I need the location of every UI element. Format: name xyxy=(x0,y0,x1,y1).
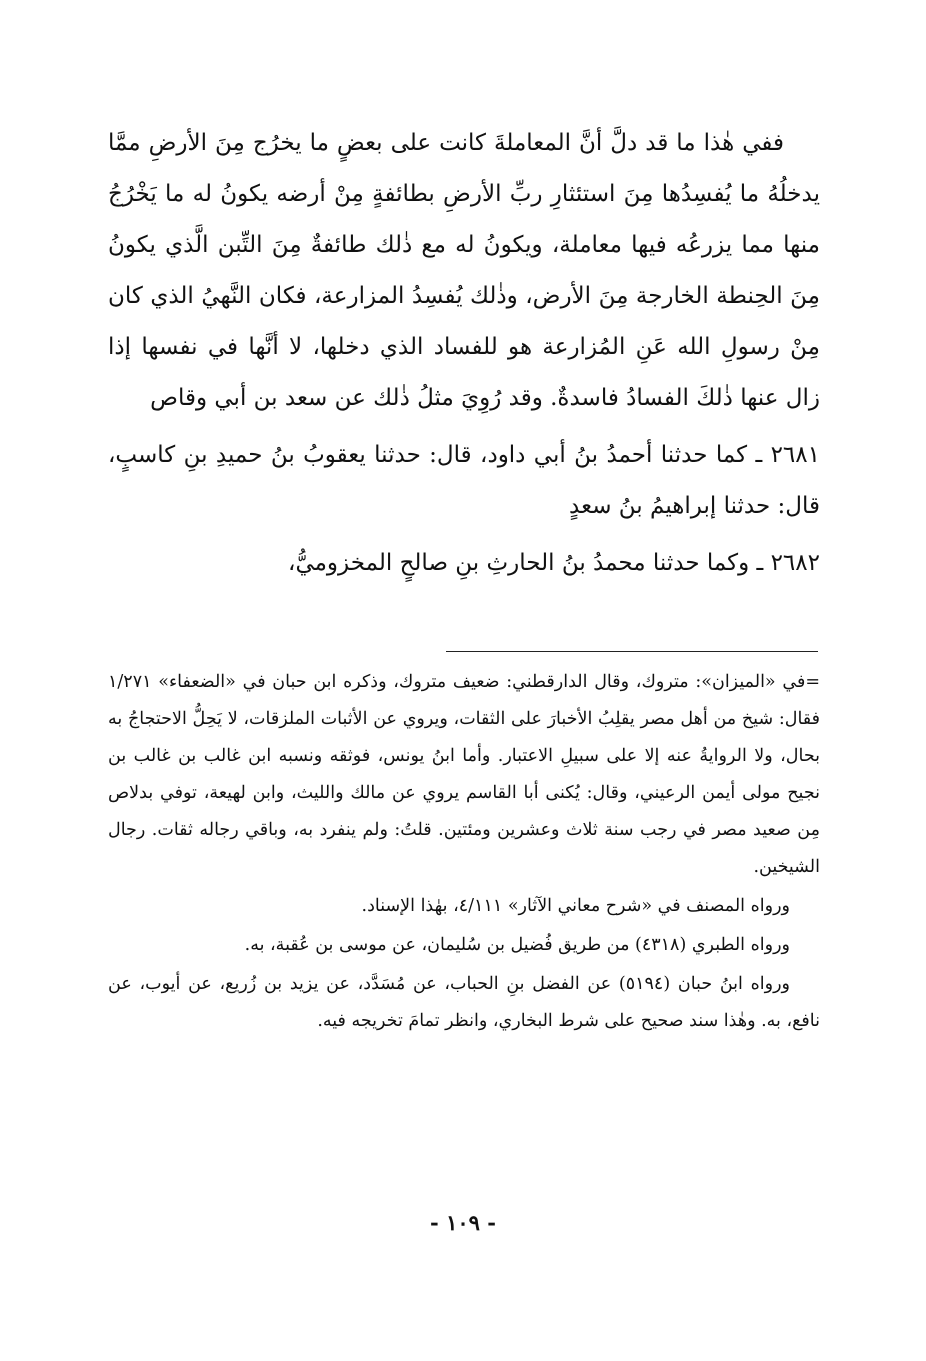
footnote-item: ورواه المصنف في «شرح معاني الآثار» ٤/١١١، بهٰذا الإسناد. xyxy=(361,896,790,916)
footnote-continuation: =في «الميزان»: متروك، وقال الدارقطني: ضعيف متروك، وذكره ابن حبان في «الضعفاء» ١/٢٧١ فقال: شيخ من أهل مصر يقلِبُ الأخبارَ على الثقات، ويروي عن الأثبات الملزقات، لا يَحِلُّ الاحتجاجُ به بحال، ولا الروايةُ عنه إلا على سبيلِ الاعتبار. وأما ابنُ يونس، فوثقه ونسبه ابن غالب بن غالب بن نجيح مولى أيمن الرعيني، وقال: يُكنى أبا القاسم يروي عن مالك والليث، وابن لهيعة، توفي بدلاص مِن صعيد مصر في رجب سنة ثلاث وعشرين ومئتين. قلتُ: ولم ينفرد به، وباقي رجاله ثقات. رجال الشيخين. xyxy=(108,672,820,877)
footnote-item: ورواه ابنُ حبان (٥١٩٤) عن الفضل بنِ الحباب، عن مُسَدَّد، عن يزيد بن زُريع، عن أيوب، عن نافع، به. وهٰذا سند صحيح على شرط البخاري، وانظر تمامَ تخريجه فيه. xyxy=(108,974,820,1031)
footnote-item: ورواه الطبري (٤٣١٨) من طريق فُضيل بن سُليمان، عن موسى بن عُقبة، به. xyxy=(244,935,790,955)
main-paragraph: ففي هٰذا ما قد دلَّ أنَّ المعاملةَ كانت على بعضٍ ما يخرُج مِنَ الأرضِ ممَّا يدخلُهُ ما يُفسِدُها مِنَ استئثارِ ربِّ الأرضِ بطائفةٍ مِنْ أرضه يكونُ له ما يَخْرُجُ منها مما يزرعُه فيها معاملة، ويكونُ له مع ذٰلك طائفةٌ مِنَ التِّبن الَّذي يكونُ مِنَ الحِنطة الخارجة مِنَ الأرض، وذٰلك يُفسِدُ المزارعة، فكان النَّهيُ الذي كان مِنْ رسولِ الله عَنِ المُزارعة هو للفساد الذي دخلها، لا أنَّها في نفسها إذا زال عنها ذٰلكَ الفسادُ فاسدةٌ. وقد رُوِيَ مثلُ ذٰلك عن سعد بن أبي وقاص xyxy=(108,130,820,411)
main-text-body xyxy=(108,118,820,595)
footnotes-section xyxy=(108,664,820,1042)
hadith-2682-paragraph: ٢٦٨٢ ـ وكما حدثنا محمدُ بنُ الحارثِ بنِ صالحٍ المخزوميُّ، xyxy=(288,550,820,576)
hadith-2681-paragraph: ٢٦٨١ ـ كما حدثنا أحمدُ بنُ أبي داود، قال: حدثنا يعقوبُ بنُ حميدِ بنِ كاسبٍ، قال: حدثنا إبراهيمُ بنُ سعدٍ xyxy=(108,442,820,519)
footnote-divider xyxy=(446,651,818,652)
page-number: - ١٠٩ - xyxy=(430,1210,496,1235)
